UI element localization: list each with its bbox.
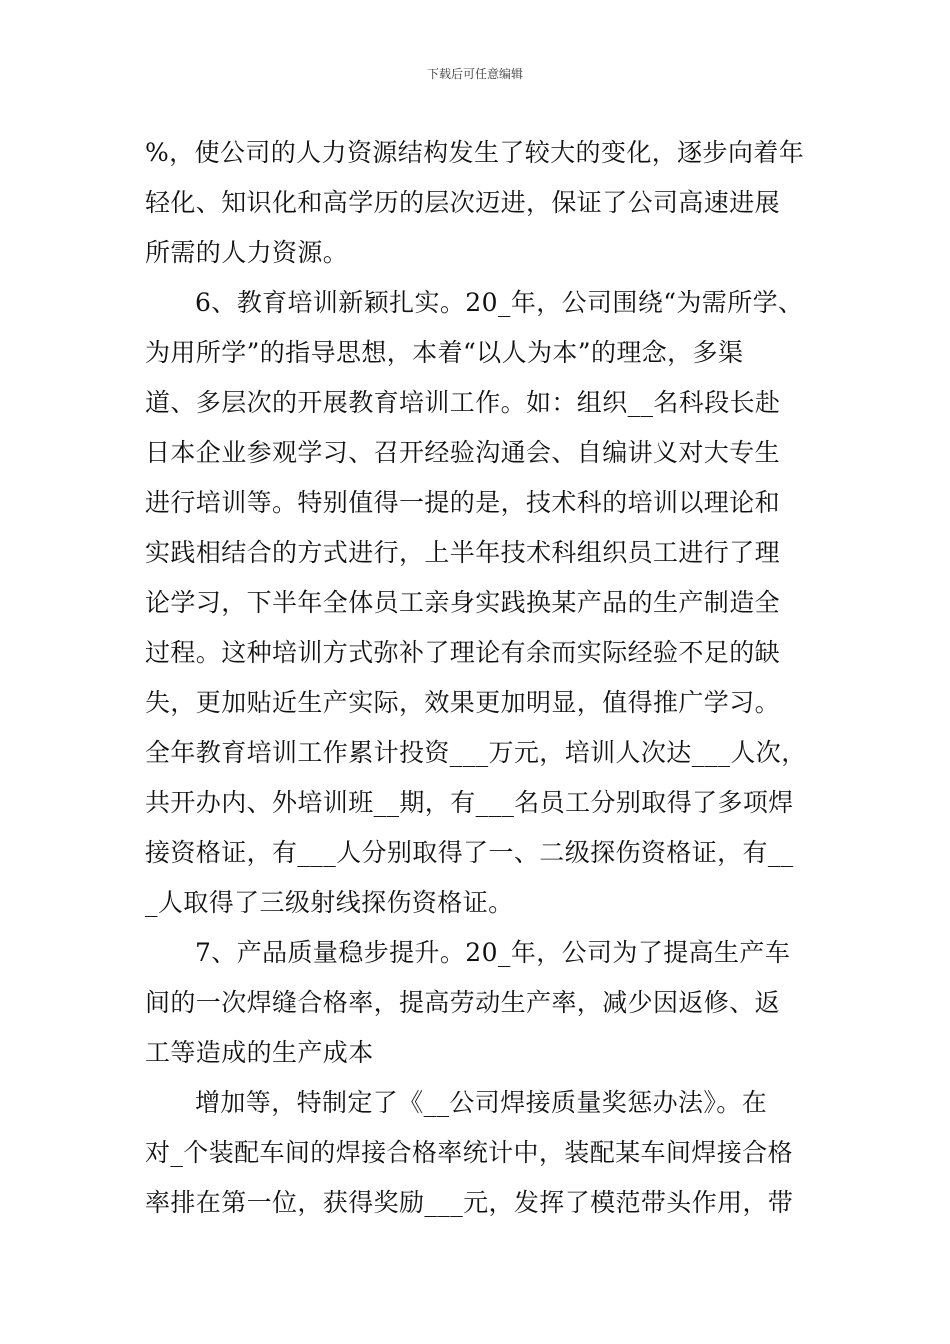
paragraph-start-line: 6、教育培训新颖扎实。20_年，公司围绕“为需所学、 — [195, 288, 804, 317]
text-line: 全年教育培训工作累计投资___万元，培训人次达___人次， — [145, 738, 807, 767]
text-line: 论学习，下半年全体员工亲身实践换某产品的生产制造全 — [145, 588, 781, 617]
text-line: 对_个装配车间的焊接合格率统计中，装配某车间焊接合格 — [145, 1138, 793, 1167]
text-line: 过程。这种培训方式弥补了理论有余而实际经验不足的缺 — [145, 638, 781, 667]
text-line: 轻化、知识化和高学历的层次迈进，保证了公司高速进展 — [145, 188, 781, 217]
text-line: 接资格证，有___人分别取得了一、二级探伤资格证，有__ — [145, 838, 794, 867]
text-line: 日本企业参观学习、召开经验沟通会、自编讲义对大专生 — [145, 438, 781, 467]
text-line: 率排在第一位，获得奖励___元，发挥了模范带头作用，带 — [145, 1188, 794, 1217]
text-line: _人取得了三级射线探伤资格证。 — [145, 888, 514, 917]
page-header: 下载后可任意编辑 — [426, 67, 523, 81]
text-line: %，使公司的人力资源结构发生了较大的变化，逐步向着年 — [145, 138, 805, 167]
text-line: 道、多层次的开展教育培训工作。如：组织__名科段长赴 — [145, 388, 781, 417]
document-body — [145, 128, 815, 1228]
paragraph-start-line: 7、产品质量稳步提升。20_年，公司为了提高生产车 — [195, 938, 791, 967]
text-line: 所需的人力资源。 — [145, 238, 349, 267]
text-line: 实践相结合的方式进行，上半年技术科组织员工进行了理 — [145, 538, 781, 567]
text-line: 间的一次焊缝合格率，提高劳动生产率，减少因返修、返 — [145, 988, 781, 1017]
text-line: 为用所学”的指导思想，本着“以人为本”的理念，多渠 — [145, 338, 744, 367]
paragraph-start-line: 增加等，特制定了《__公司焊接质量奖惩办法》。在 — [195, 1088, 768, 1117]
text-line: 工等造成的生产成本 — [145, 1038, 374, 1067]
text-line: 进行培训等。特别值得一提的是，技术科的培训以理论和 — [145, 488, 781, 517]
text-line: 共开办内、外培训班__期，有___名员工分别取得了多项焊 — [145, 788, 794, 817]
text-line: 失，更加贴近生产实际，效果更加明显，值得推广学习。 — [145, 688, 781, 717]
